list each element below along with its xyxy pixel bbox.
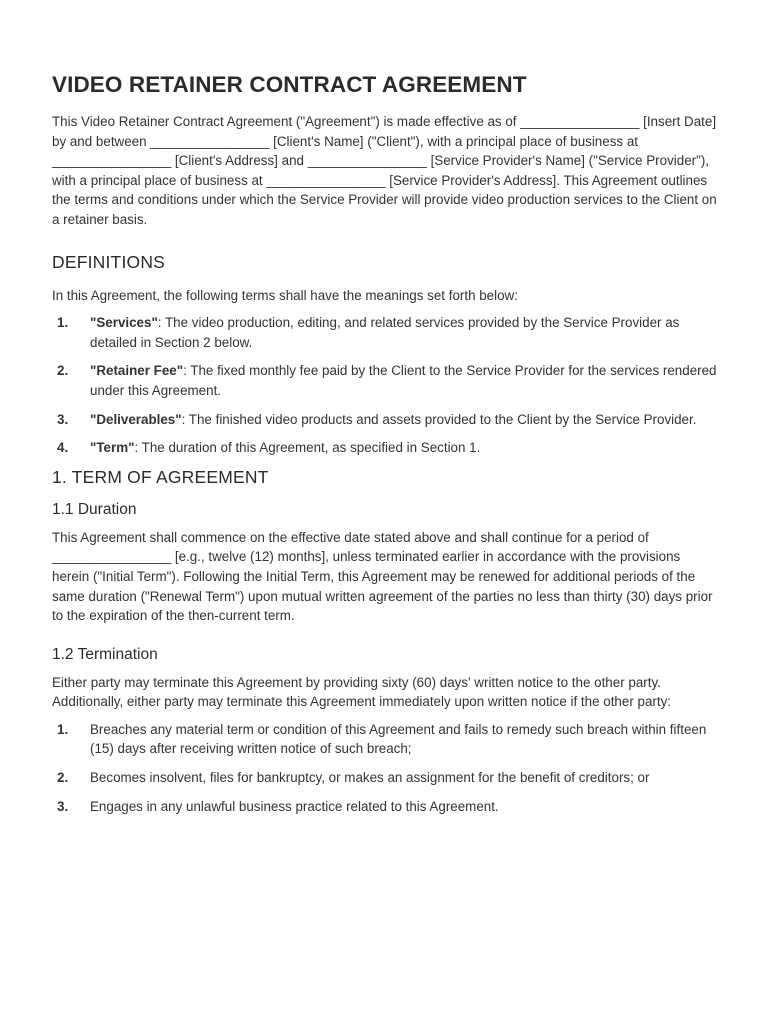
- list-number: 4.: [57, 440, 69, 456]
- termination-text: Engages in any unlawful business practice related to this Agreement.: [90, 798, 499, 814]
- definition-item: [52, 361, 720, 400]
- list-number: 1.: [57, 315, 69, 331]
- list-number: 2.: [57, 770, 69, 786]
- intro-paragraph: This Video Retainer Contract Agreement ("Agreement") is made effective as of ________________ [Insert Date] by and between ________________ [Client's Name] ("Client"), with a principal place of business at ________________ [Client's Address] and ________________ [Service Provider's Name] ("Service Provider"), with a principal place of business at ________________ [Service Provider's Address]. This Agreement outlines the terms and conditions under which the Service Provider will provide video production services to the Client on a retainer basis.: [52, 114, 717, 227]
- definitions-heading: DEFINITIONS: [52, 251, 166, 272]
- definition-text: : The video production, editing, and related services provided by the Service Provider as detailed in Section 2 below.: [90, 315, 680, 350]
- termination-text: Breaches any material term or condition of this Agreement and fails to remedy such breach within fifteen (15) days after receiving written notice of such breach;: [90, 721, 707, 757]
- termination-item: [52, 768, 720, 788]
- termination-list: [52, 720, 720, 816]
- termination-lead: Either party may terminate this Agreement by providing sixty (60) days' written notice to the other party. Additionally, either party may terminate this Agreement immediately upon written notice if the other party:: [52, 674, 671, 710]
- list-number: 2.: [57, 363, 69, 379]
- definition-item: [52, 313, 720, 352]
- list-number: 3.: [57, 798, 69, 814]
- definition-term: "Term": [90, 440, 135, 456]
- duration-heading: 1.1 Duration: [52, 500, 137, 518]
- definitions-lead: In this Agreement, the following terms shall have the meanings set forth below:: [52, 287, 518, 303]
- definition-item: [52, 438, 720, 458]
- termination-item: [52, 797, 720, 817]
- definition-text: : The fixed monthly fee paid by the Client to the Service Provider for the services rendered under this Agreement.: [90, 363, 717, 398]
- definition-term: "Retainer Fee": [90, 363, 184, 379]
- definition-item: [52, 410, 720, 430]
- definition-term: "Deliverables": [90, 411, 182, 427]
- definition-text: : The duration of this Agreement, as specified in Section 1.: [134, 440, 481, 456]
- definitions-list: [52, 313, 720, 458]
- duration-paragraph: This Agreement shall commence on the effective date stated above and shall continue for a period of ________________ [e.g., twelve (12) months], unless terminated earlier in accordance with the provisions herein ("Initial Term"). Following the Initial Term, this Agreement may be renewed for additional periods of the same duration ("Renewal Term") upon mutual written agreement of the parties no less than thirty (30) days prior to the expiration of the then-current term.: [52, 529, 713, 624]
- section-1-heading: 1. TERM OF AGREEMENT: [52, 466, 269, 487]
- document-page: [52, 72, 720, 825]
- definition-term: "Services": [90, 315, 158, 331]
- termination-heading: 1.2 Termination: [52, 645, 158, 663]
- termination-item: [52, 720, 720, 759]
- termination-text: Becomes insolvent, files for bankruptcy, or makes an assignment for the benefit of creditors; or: [90, 770, 650, 786]
- list-number: 3.: [57, 411, 69, 427]
- definition-text: : The finished video products and assets provided to the Client by the Service Provider.: [181, 411, 697, 427]
- document-title: VIDEO RETAINER CONTRACT AGREEMENT: [52, 72, 527, 97]
- list-number: 1.: [57, 721, 69, 737]
